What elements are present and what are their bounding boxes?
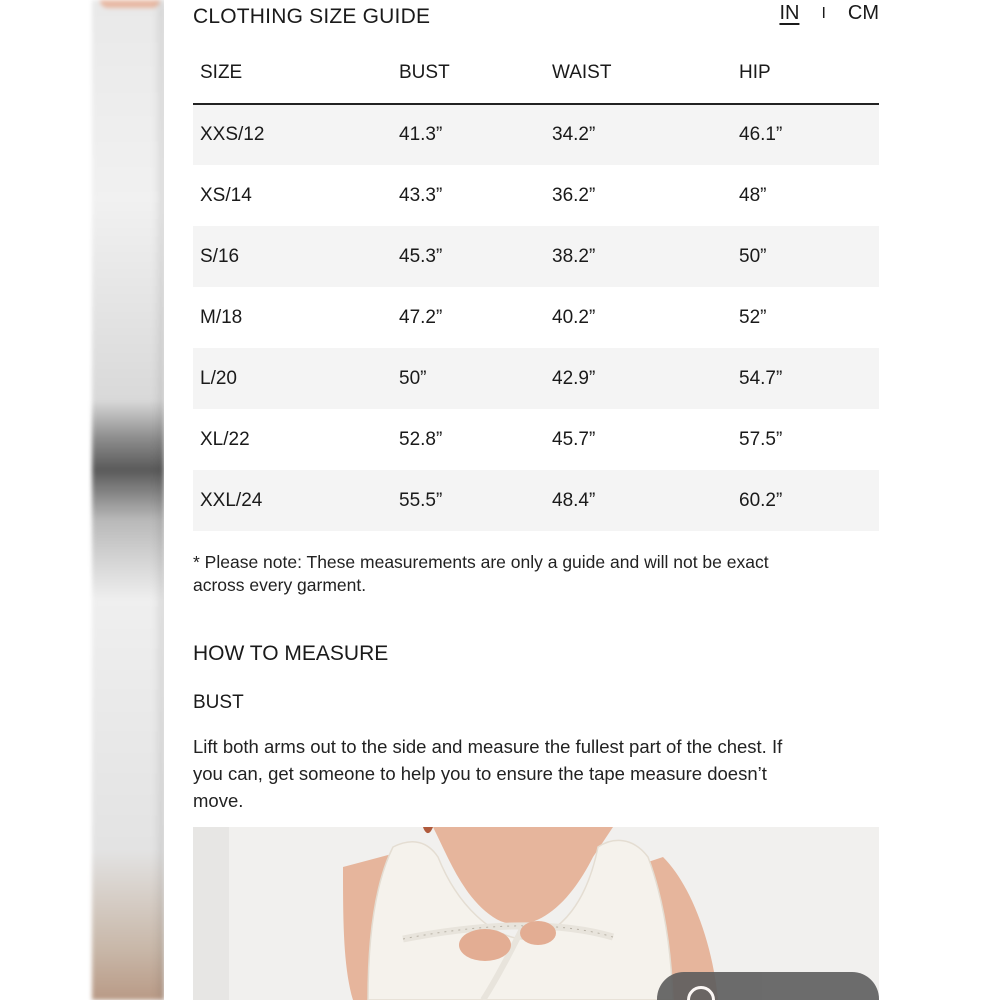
bust-cell: 50” [392,348,545,409]
size-cell: XXL/24 [193,470,392,531]
hip-cell: 46.1” [732,104,879,165]
header-waist: WAIST [545,43,732,104]
waist-cell: 34.2” [545,104,732,165]
waist-cell: 36.2” [552,184,596,206]
background-left [0,0,92,1000]
size-cell: XS/14 [200,184,252,206]
size-cell: XXS/12 [193,104,392,165]
hip-cell: 48” [739,184,767,206]
measurement-note-line: across every garment. [193,575,367,595]
bust-cell: 41.3” [392,104,545,165]
measurement-note [193,551,879,597]
table-row [193,287,879,348]
size-guide-title: CLOTHING SIZE GUIDE [193,5,431,28]
size-cell: L/20 [193,348,392,409]
size-guide-header [193,0,879,36]
header-bust: BUST [392,43,545,104]
hip-cell: 52” [739,306,767,328]
bust-cell: 55.5” [392,470,545,531]
size-guide-content [193,0,879,811]
bust-instructions-line: move. [193,790,244,811]
table-row [193,165,879,226]
bust-cell: 43.3” [399,184,443,206]
table-row [193,470,879,531]
hip-cell: 50” [732,226,879,287]
bust-cell: 45.3” [392,226,545,287]
waist-cell: 48.4” [545,470,732,531]
bust-instructions [193,733,883,814]
blurred-background-shape [100,0,160,8]
bust-cell: 52.8” [399,428,443,450]
size-cell: XL/22 [200,428,250,450]
header-hip: HIP [732,43,879,104]
how-to-measure-title: HOW TO MEASURE [193,642,389,665]
table-row [193,409,879,470]
size-guide-panel [164,0,1000,1000]
blurred-background-image [92,0,164,1000]
measurement-note-line: * Please note: These measurements are only a guide and will not be exact [193,552,769,572]
size-cell: S/16 [193,226,392,287]
waist-cell: 45.7” [552,428,596,450]
unit-separator: I [821,4,826,22]
bust-measure-photo [193,827,879,1000]
waist-cell: 40.2” [552,306,596,328]
unit-cm-link[interactable]: CM [847,2,879,24]
bust-instructions-line: you can, get someone to help you to ensure the tape measure doesn’t [193,763,767,784]
table-row [193,226,879,287]
hip-cell: 57.5” [739,428,783,450]
size-cell: M/18 [200,306,243,328]
unit-toggle [779,2,879,25]
waist-cell: 38.2” [545,226,732,287]
hip-cell: 54.7” [732,348,879,409]
table-row [193,348,879,409]
unit-in-link[interactable]: IN [779,2,800,24]
bust-section-title: BUST [193,692,244,713]
hip-cell: 60.2” [732,470,879,531]
size-table [193,43,879,531]
chat-button[interactable] [657,972,879,1000]
chat-bubble-icon [687,986,715,1000]
table-row [193,104,879,165]
bust-cell: 47.2” [399,306,443,328]
waist-cell: 42.9” [545,348,732,409]
header-size: SIZE [193,43,392,104]
size-table-header-row [193,43,879,104]
bust-instructions-line: Lift both arms out to the side and measure the fullest part of the chest. If [193,736,783,757]
